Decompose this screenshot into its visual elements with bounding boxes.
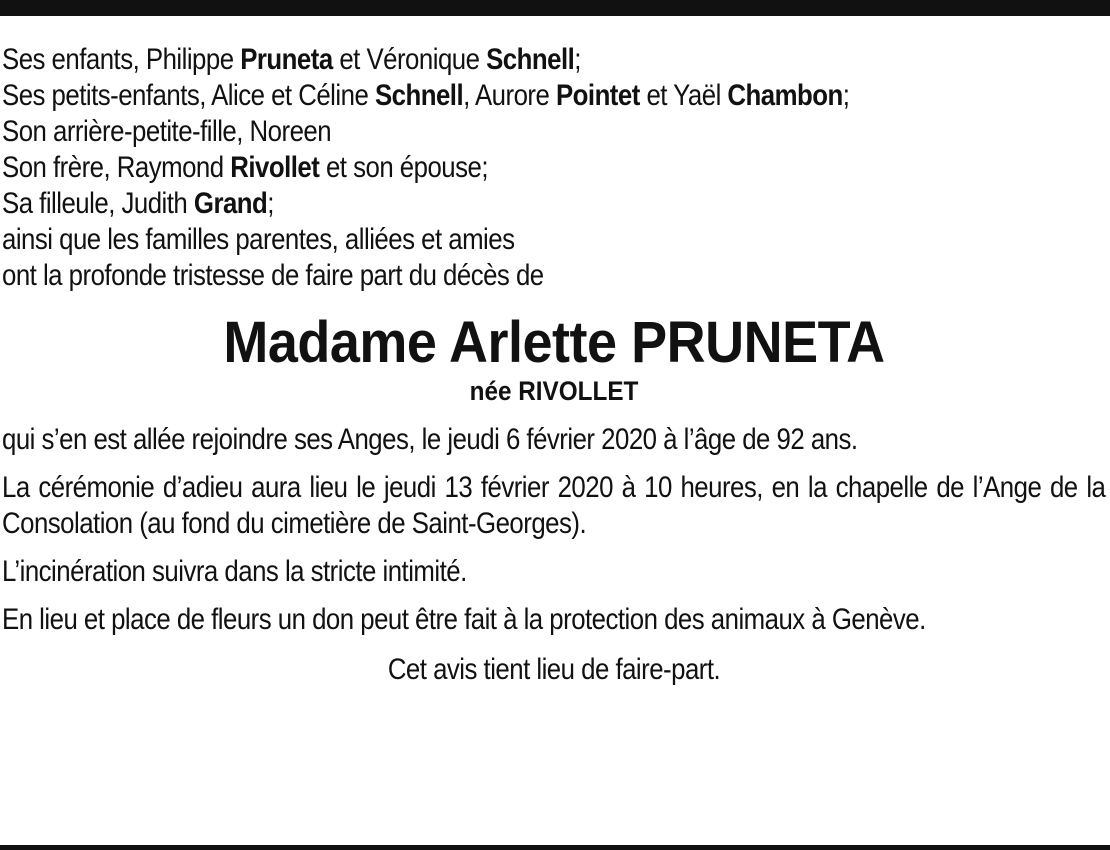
family-text: Sa filleule, Judith bbox=[2, 187, 194, 220]
family-surname: Pointet bbox=[555, 79, 640, 112]
family-surname: Schnell bbox=[374, 79, 464, 112]
family-line bbox=[2, 114, 1105, 150]
family-line bbox=[2, 150, 1105, 186]
bottom-border-rule bbox=[0, 845, 1110, 850]
top-border-rule bbox=[0, 0, 1110, 16]
family-text: ; bbox=[267, 187, 274, 220]
family-surname: Grand bbox=[193, 187, 268, 220]
family-line bbox=[2, 42, 1105, 78]
family-announcement bbox=[2, 42, 1106, 294]
family-text: , Aurore bbox=[463, 79, 556, 112]
obituary-notice bbox=[2, 42, 1106, 688]
family-surname: Chambon bbox=[727, 79, 843, 112]
death-paragraph: qui s’en est allée rejoindre ses Anges, le jeudi 6 février 2020 à l’âge de 92 ans. bbox=[2, 423, 858, 456]
family-text: Son frère, Raymond bbox=[2, 151, 231, 184]
family-surname: Rivollet bbox=[230, 151, 320, 184]
family-text: ainsi que les familles parentes, alliées et amies bbox=[2, 223, 515, 256]
family-text: et son épouse; bbox=[319, 151, 489, 184]
closing-note: Cet avis tient lieu de faire-part. bbox=[387, 653, 721, 686]
family-line bbox=[2, 78, 1105, 114]
family-surname: Pruneta bbox=[240, 43, 333, 76]
family-text: ; bbox=[574, 43, 581, 76]
family-text: Ses petits-enfants, Alice et Céline bbox=[2, 79, 375, 112]
family-text: et Véronique bbox=[332, 43, 487, 76]
ceremony-paragraph: La cérémonie d’adieu aura lieu le jeudi 13 février 2020 à 10 heures, en la chapelle de l’Ange de la Consolation (au fond du cimetière de Saint-Georges). bbox=[2, 471, 1106, 540]
family-text: ont la profonde tristesse de faire part du décès de bbox=[2, 259, 544, 292]
family-text: Ses enfants, Philippe bbox=[2, 43, 241, 76]
maiden-name: née RIVOLLET bbox=[469, 376, 639, 406]
family-surname: Schnell bbox=[486, 43, 575, 76]
family-line bbox=[2, 222, 1105, 258]
family-line bbox=[2, 186, 1105, 222]
family-line bbox=[2, 258, 1105, 294]
cremation-paragraph: L’incinération suivra dans la stricte intimité. bbox=[2, 555, 467, 588]
family-text: ; bbox=[842, 79, 850, 112]
family-text: Son arrière-petite-fille, Noreen bbox=[2, 115, 332, 148]
deceased-name: Madame Arlette PRUNETA bbox=[223, 310, 885, 375]
family-text: et Yaël bbox=[639, 79, 728, 112]
donation-paragraph: En lieu et place de fleurs un don peut être fait à la protection des animaux à Genève. bbox=[2, 603, 926, 636]
